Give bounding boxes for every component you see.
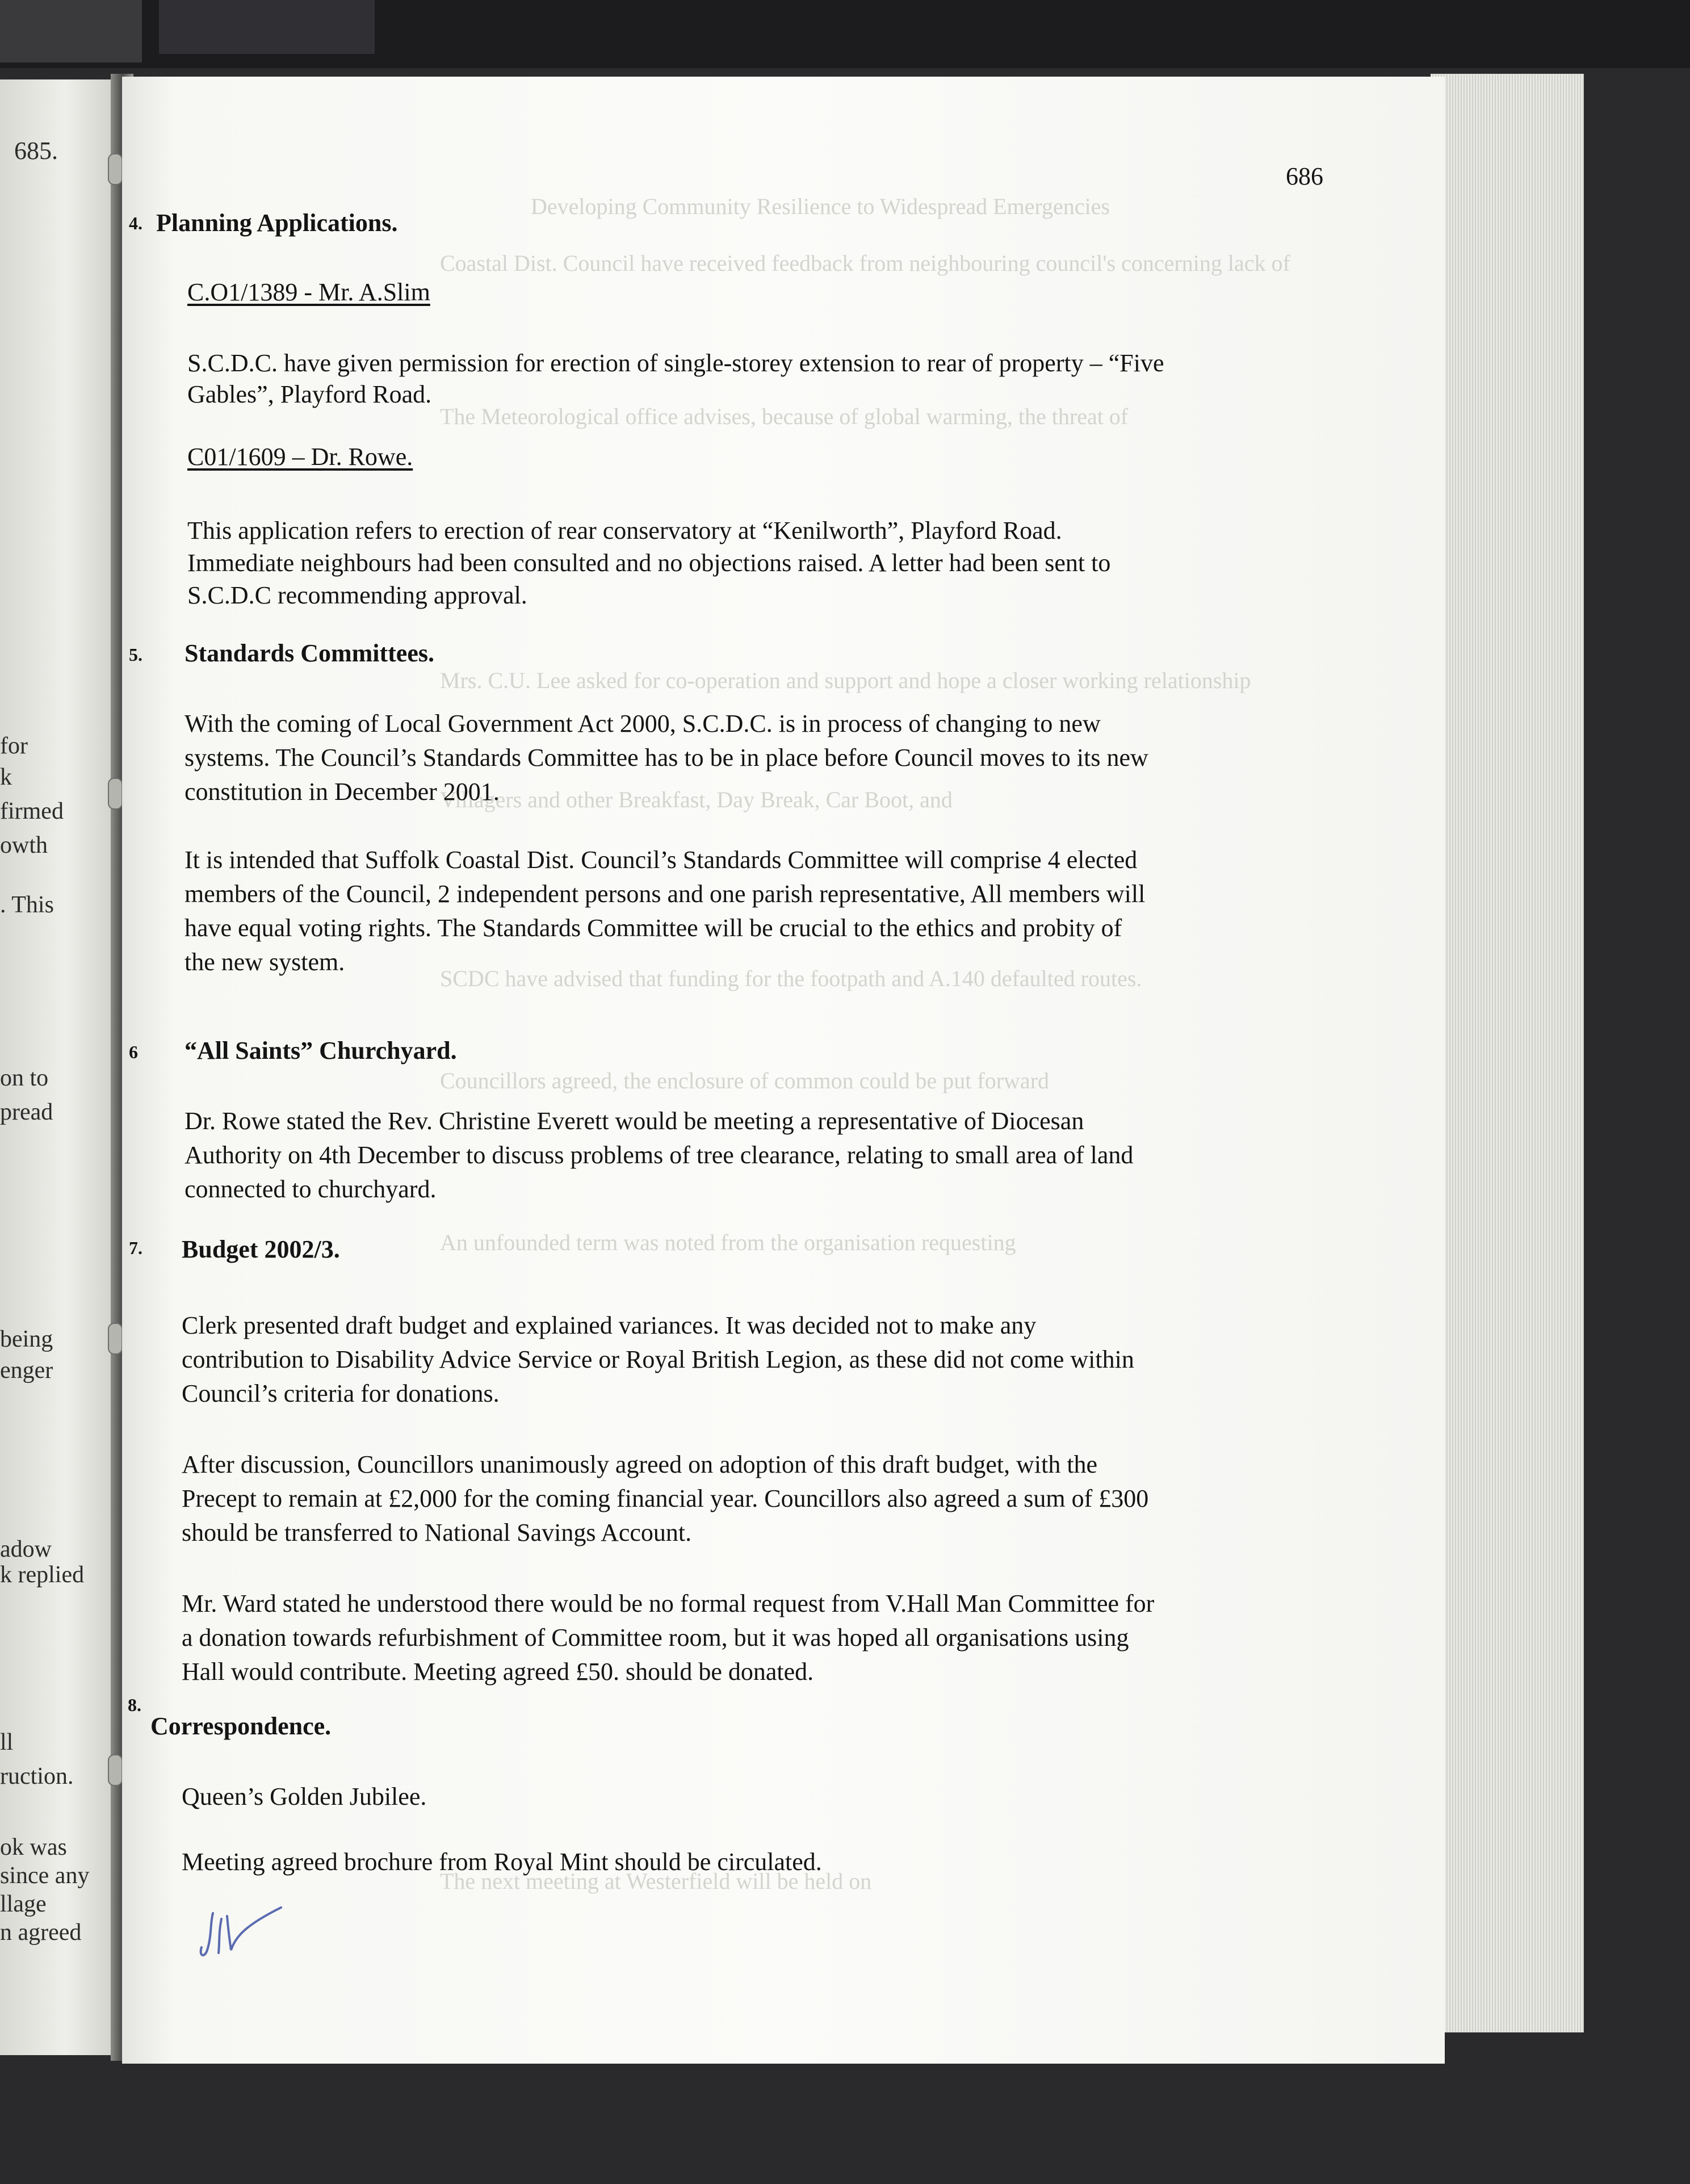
section-heading: Budget 2002/3. (182, 1235, 340, 1263)
bleed-through-text: The next meeting at Westerfield will be held on (440, 1868, 872, 1894)
bleed-through-text: Developing Community Resilience to Widespread Emergencies (531, 194, 1110, 219)
paragraph-line: Immediate neighbours had been consulted and no objections raised. A letter had been sent to (187, 549, 1111, 577)
left-page-text: . This (0, 892, 54, 918)
bleed-through-text: SCDC have advised that funding for the footpath and A.140 defaulted routes. (440, 966, 1142, 991)
paragraph-line: Gables”, Playford Road. (187, 380, 432, 408)
binder-ring (108, 153, 123, 185)
paragraph-line: Meeting agreed brochure from Royal Mint should be circulated. (182, 1848, 822, 1876)
application-reference: C.O1/1389 - Mr. A.Slim (187, 278, 430, 306)
left-page-text: owth (0, 832, 48, 858)
paragraph-line: Council’s criteria for donations. (182, 1380, 500, 1407)
paragraph-line: It is intended that Suffolk Coastal Dist. Council’s Standards Committee will comprise 4 elected (184, 846, 1138, 874)
bleed-through-text: An unfounded term was noted from the organisation requesting (440, 1230, 1016, 1255)
section-heading: Correspondence. (150, 1712, 332, 1740)
bleed-through-text: The Meteorological office advises, because of global warming, the threat of (440, 404, 1129, 429)
left-page-text: for (0, 733, 28, 759)
paragraph-line: Queen’s Golden Jubilee. (182, 1783, 427, 1810)
bleed-through-text: Mrs. C.U. Lee asked for co-operation and support and hope a closer working relationship (440, 668, 1251, 693)
left-page-text: k replied (0, 1562, 85, 1588)
paragraph-line: should be transferred to National Savings Account. (182, 1519, 692, 1546)
paragraph-line: Precept to remain at £2,000 for the coming financial year. Councillors also agreed a sum of £300 (182, 1485, 1149, 1512)
bleed-through-text: Villagers and other Breakfast, Day Break, Car Boot, and (440, 787, 953, 812)
binder-ring (108, 1323, 123, 1355)
left-page-text: k (0, 764, 12, 790)
left-page-text: on to (0, 1065, 49, 1091)
page-stack-edge (1431, 74, 1584, 2032)
binder-strap (0, 0, 142, 62)
left-page-number: 685. (14, 137, 58, 165)
paragraph-line: members of the Council, 2 independent persons and one parish representative, All members will (184, 880, 1146, 908)
left-page-text: ruction. (0, 1763, 74, 1789)
paragraph-line: Dr. Rowe stated the Rev. Christine Everett would be meeting a representative of Diocesan (184, 1107, 1084, 1135)
left-page-text: ll (0, 1729, 14, 1755)
bleed-through-text: Councillors agreed, the enclosure of common could be put forward (440, 1068, 1050, 1093)
paragraph-line: systems. The Council’s Standards Committee has to be in place before Council moves to its new (184, 744, 1148, 772)
application-reference: C01/1609 – Dr. Rowe. (187, 443, 413, 471)
paragraph-line: S.C.D.C recommending approval. (187, 581, 527, 609)
paragraph-line: contribution to Disability Advice Service or Royal British Legion, as these did not come within (182, 1345, 1134, 1373)
section-heading: “All Saints” Churchyard. (184, 1037, 457, 1064)
binder-ring (108, 1754, 123, 1786)
handwritten-initials (196, 1902, 309, 1964)
left-page-text: ok was (0, 1834, 67, 1860)
paragraph-line: After discussion, Councillors unanimously agreed on adoption of this draft budget, with the (182, 1451, 1098, 1478)
left-page-text: pread (0, 1099, 53, 1125)
left-page (0, 79, 119, 2055)
paragraph-line: This application refers to erection of rear conservatory at “Kenilworth”, Playford Road. (187, 517, 1062, 544)
left-page-text: being (0, 1326, 53, 1352)
document-page (122, 77, 1445, 2064)
section-heading: Planning Applications. (156, 209, 398, 237)
left-page-text: adow (0, 1536, 52, 1562)
paragraph-line: a donation towards refurbishment of Committee room, but it was hoped all organisations using (182, 1624, 1129, 1651)
paragraph-line: Hall would contribute. Meeting agreed £50. should be donated. (182, 1658, 814, 1686)
left-page-text: n agreed (0, 1919, 82, 1946)
section-number: 7. (129, 1238, 142, 1258)
left-page-text: llage (0, 1891, 47, 1917)
page-number: 686 (1286, 162, 1323, 190)
paragraph-line: connected to churchyard. (184, 1175, 437, 1203)
binder-ring (108, 778, 123, 810)
paragraph-line: Mr. Ward stated he understood there would be no formal request from V.Hall Man Committee for (182, 1590, 1155, 1617)
left-page-text: since any (0, 1863, 90, 1889)
section-heading: Standards Committees. (184, 639, 434, 667)
paragraph-line: have equal voting rights. The Standards Committee will be crucial to the ethics and probity of (184, 914, 1122, 942)
bleed-through-text: Coastal Dist. Council have received feedback from neighbouring council's concerning lack of (440, 250, 1290, 276)
paragraph-line: constitution in December 2001. (184, 778, 500, 806)
left-page-text: enger (0, 1357, 53, 1384)
section-number: 8. (128, 1695, 141, 1715)
section-number: 5. (129, 644, 142, 665)
paragraph-line: With the coming of Local Government Act 2000, S.C.D.C. is in process of changing to new (184, 710, 1101, 737)
paragraph-line: Authority on 4th December to discuss problems of tree clearance, relating to small area of land (184, 1141, 1134, 1169)
paragraph-line: the new system. (184, 948, 345, 976)
section-number: 6 (129, 1042, 138, 1062)
binder-strap (159, 0, 375, 54)
paragraph-line: Clerk presented draft budget and explained variances. It was decided not to make any (182, 1311, 1037, 1339)
left-page-text: firmed (0, 798, 64, 824)
section-number: 4. (129, 213, 142, 233)
paragraph-line: S.C.D.C. have given permission for erection of single-storey extension to rear of property – “Five (187, 349, 1164, 377)
